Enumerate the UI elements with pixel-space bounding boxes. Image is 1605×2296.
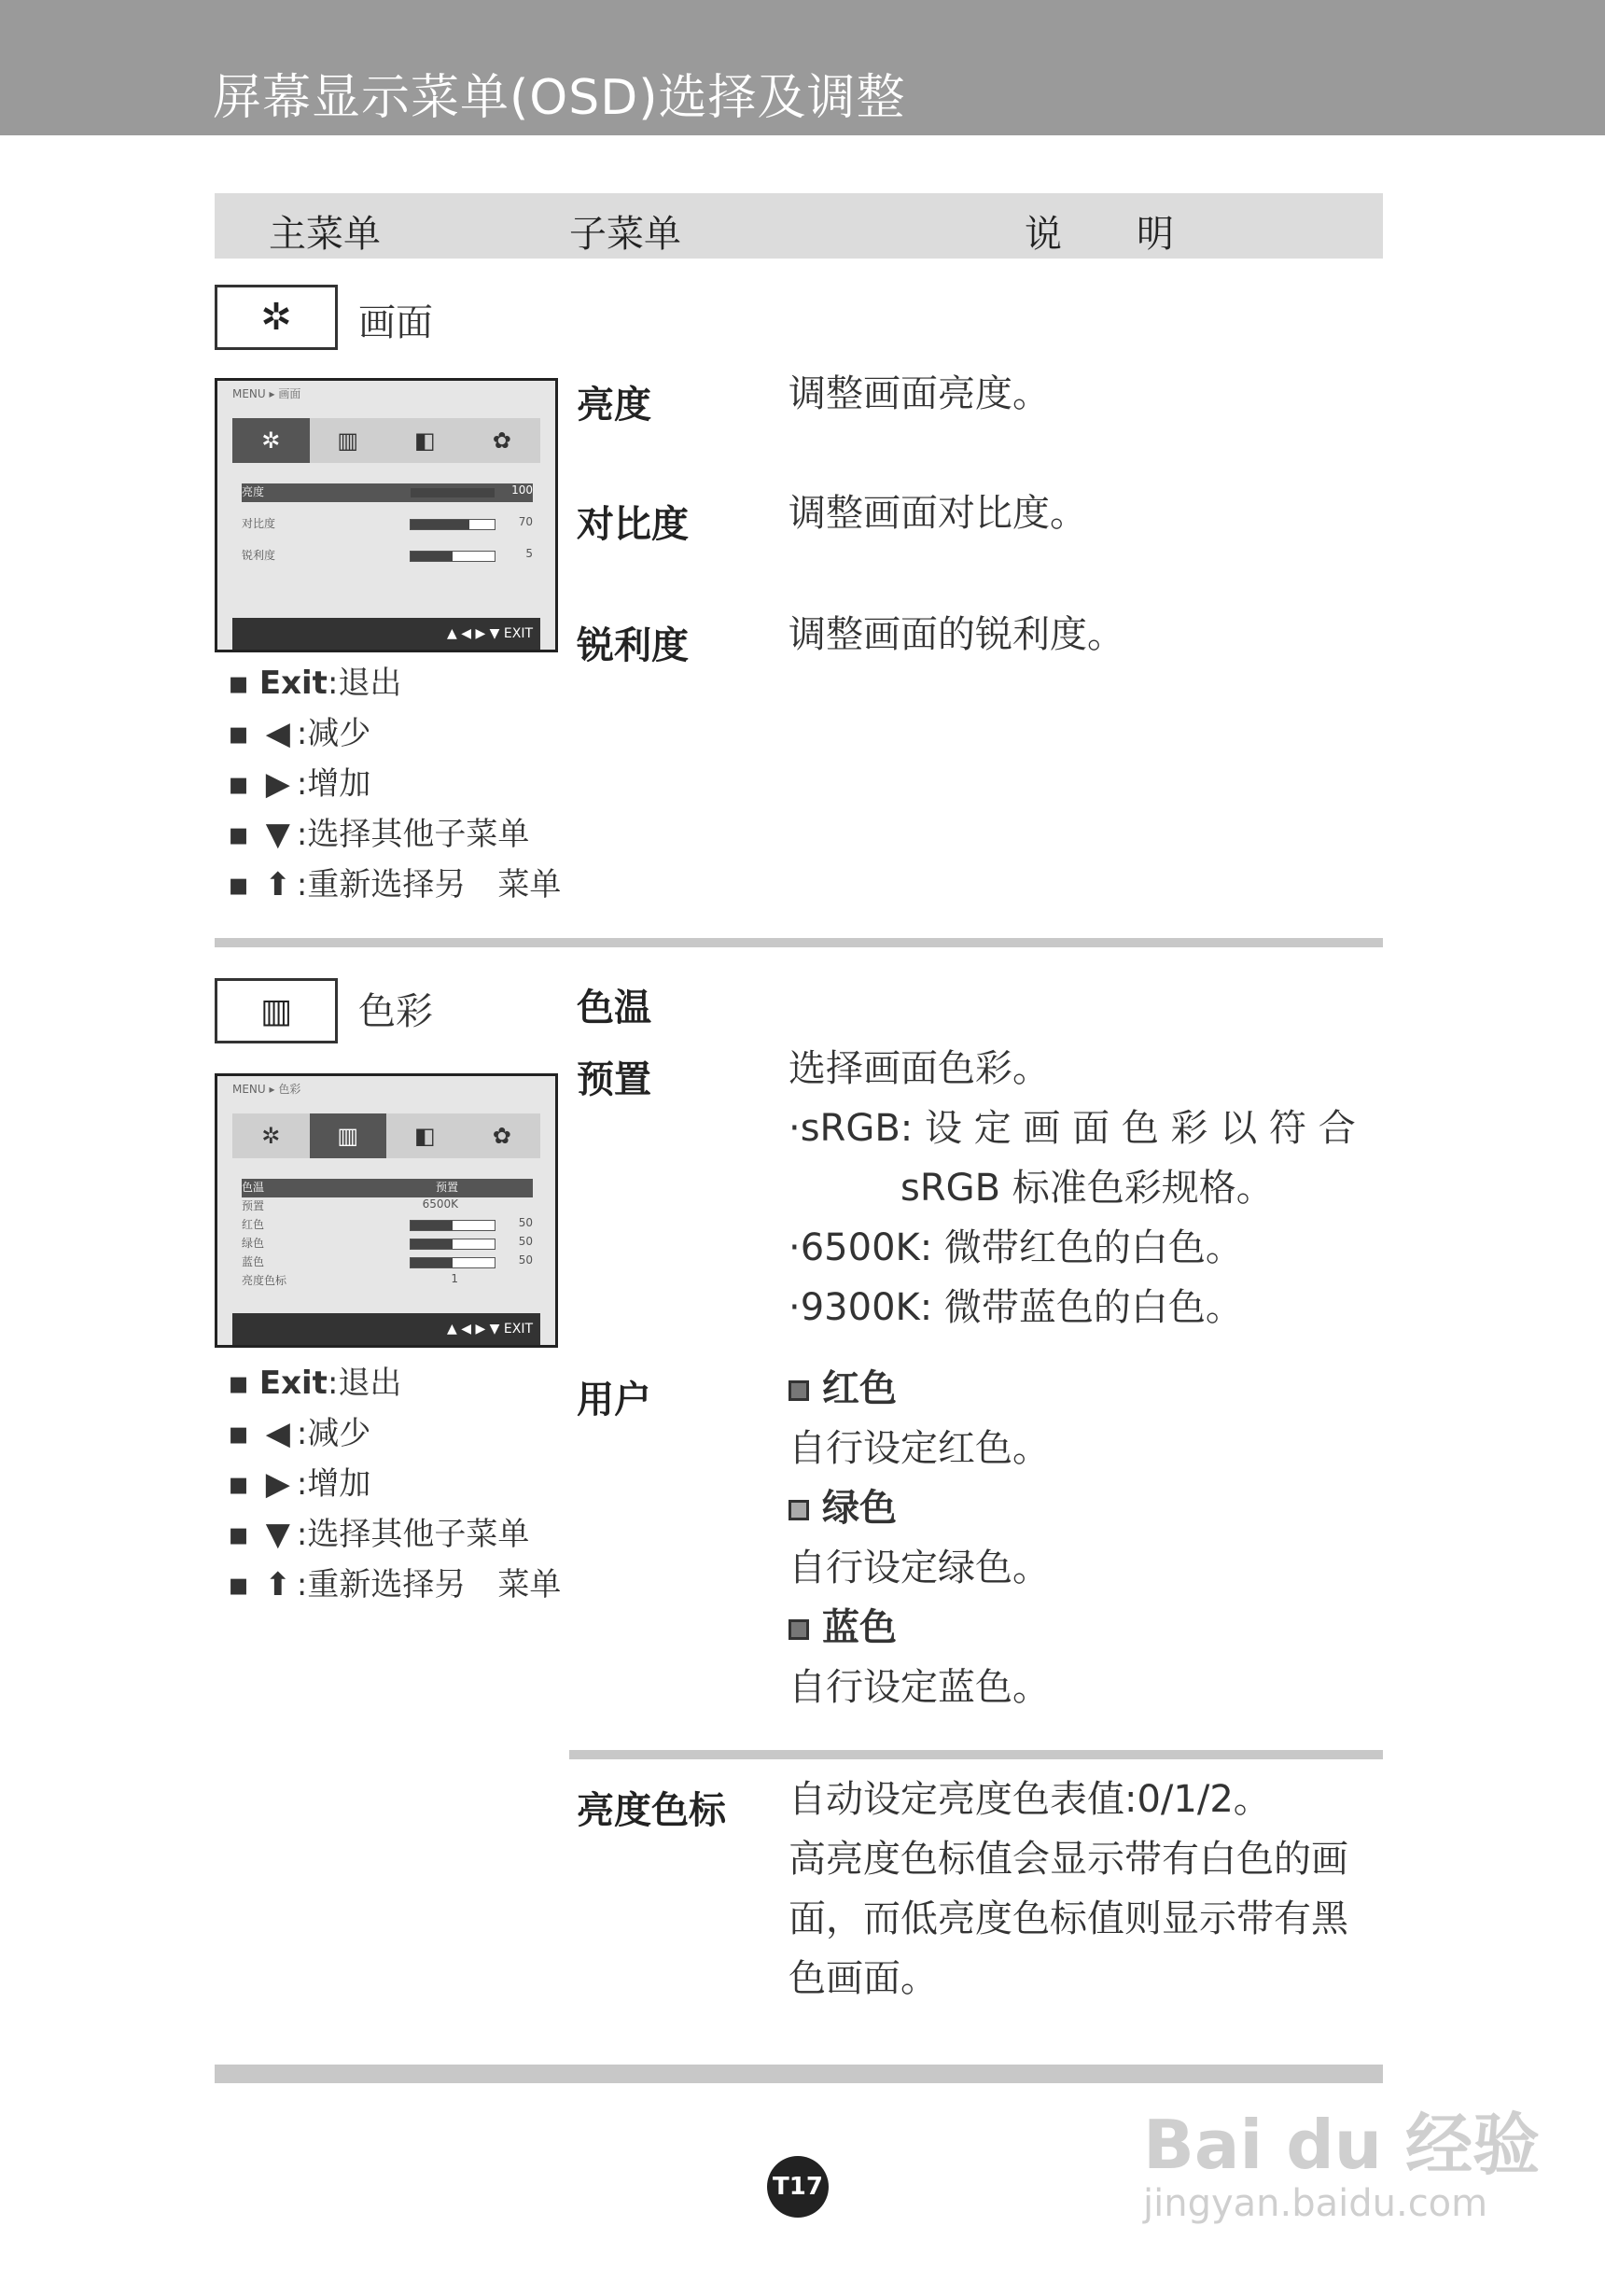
subsection-divider [569, 1750, 1383, 1759]
osd-slider [410, 519, 495, 530]
desc-brightness: 调整画面亮度。 [789, 372, 1050, 415]
sub-item-color-temp: 色温 [577, 987, 651, 1029]
osd-breadcrumb: MENU ▸ 色彩 [232, 1083, 301, 1096]
desc-contrast: 调整画面对比度。 [789, 492, 1087, 535]
osd-tab-gear-icon: ✿ [492, 1123, 511, 1149]
left-arrow-icon: ◀ [265, 715, 290, 752]
sun-icon: ✲ [260, 296, 292, 339]
up-return-icon: ⬆ [264, 1566, 292, 1603]
sub-item-user: 用户 [577, 1379, 651, 1421]
legend-picture [228, 658, 561, 910]
osd-slider [410, 487, 495, 498]
down-arrow-icon: ▼ [265, 1516, 290, 1553]
sub-item-brightness: 亮度 [577, 384, 651, 427]
osd-tab-sun-icon: ✲ [261, 1123, 281, 1149]
bottom-divider [215, 2065, 1383, 2083]
osd-slider [410, 551, 495, 562]
column-header-bar [215, 193, 1383, 259]
right-arrow-icon: ▶ [265, 1465, 290, 1503]
right-arrow-icon: ▶ [265, 765, 290, 803]
user-blue-heading: 蓝色 [789, 1598, 1050, 1658]
legend-item: ▪ ▼ :选择其他子菜单 [228, 809, 561, 860]
legend-item: ▪ ⬆ :重新选择另 菜单 [228, 1560, 561, 1610]
sub-item-contrast: 对比度 [577, 503, 689, 546]
osd-row: 绿色 50 [242, 1235, 533, 1250]
osd-tabs [232, 418, 540, 463]
osd-tab-position-icon: ◧ [413, 427, 436, 454]
column-description: 说 明 [1025, 213, 1174, 256]
osd-row: 对比度 70 [242, 515, 533, 530]
osd-tabs [232, 1113, 540, 1158]
osd-tab-color-icon: ▥ [337, 427, 359, 454]
picture-menu-box [215, 285, 338, 350]
gamma-description: 自动设定亮度色表值:0/1/2。 高亮度色标值会显示带有白色的画 面，而低亮度色标值则显示带有黑 色画面。 [789, 1778, 1348, 2000]
osd-slider [410, 1220, 495, 1231]
color-menu-box [215, 978, 338, 1043]
user-green-heading: 绿色 [789, 1478, 1050, 1538]
osd-row: 亮度 100 [242, 483, 533, 502]
legend-item: ▪ ▶ :增加 [228, 759, 561, 809]
osd-tab-position-icon: ◧ [413, 1123, 436, 1149]
osd-bottom-bar: ▲ ◀ ▶ ▼ EXIT [232, 1313, 540, 1345]
column-main-menu: 主菜单 [269, 213, 381, 256]
sub-item-preset: 预置 [577, 1058, 651, 1101]
osd-row: 亮度色标 1 [242, 1272, 458, 1287]
osd-row: 预置 6500K [242, 1197, 458, 1212]
color-menu-label: 色彩 [358, 990, 433, 1033]
user-red-heading: 红色 [789, 1359, 1050, 1419]
osd-breadcrumb: MENU ▸ 画面 [232, 387, 301, 400]
osd-tab-sun-icon: ✲ [232, 418, 310, 463]
osd-row: 锐利度 5 [242, 547, 533, 562]
baidu-watermark-url: jingyan.baidu.com [1143, 2182, 1488, 2225]
blue-swatch-icon [789, 1619, 809, 1640]
page-title: 屏幕显示菜单(OSD)选择及调整 [213, 70, 906, 126]
column-sub-menu: 子菜单 [569, 213, 681, 256]
section-divider [215, 938, 1383, 947]
baidu-watermark-logo: Bai du 经验 [1143, 2106, 1541, 2184]
legend-item: ▪ ⬆ :重新选择另 菜单 [228, 860, 561, 910]
up-return-icon: ⬆ [264, 866, 292, 903]
sub-item-gamma: 亮度色标 [577, 1789, 726, 1832]
down-arrow-icon: ▼ [265, 816, 290, 853]
legend-color [228, 1358, 561, 1610]
user-description: 红色 自行设定红色。 绿色 自行设定绿色。 蓝色 自行设定蓝色。 [789, 1359, 1050, 1717]
osd-slider [410, 1239, 495, 1250]
osd-screenshot-color [215, 1073, 558, 1348]
osd-bottom-bar: ▲ ◀ ▶ ▼ EXIT [232, 618, 540, 650]
osd-row: 色温 预置 [242, 1179, 533, 1197]
osd-tab-color-icon: ▥ [310, 1113, 387, 1158]
legend-item: ▪ ▼ :选择其他子菜单 [228, 1509, 561, 1560]
color-bars-icon: ▥ [259, 991, 292, 1030]
osd-row: 蓝色 50 [242, 1253, 533, 1268]
sub-item-sharpness: 锐利度 [577, 624, 689, 667]
osd-tab-gear-icon: ✿ [492, 427, 511, 454]
osd-screenshot-picture [215, 378, 558, 652]
desc-sharpness: 调整画面的锐利度。 [789, 613, 1124, 656]
legend-item: ▪ ◀ :减少 [228, 1408, 561, 1459]
legend-item: ▪ Exit:退出 [228, 665, 402, 702]
osd-slider [410, 1257, 495, 1268]
legend-item: ▪ Exit:退出 [228, 1365, 402, 1402]
legend-item: ▪ ▶ :增加 [228, 1459, 561, 1509]
osd-row: 红色 50 [242, 1216, 533, 1231]
picture-menu-label: 画面 [358, 301, 433, 344]
legend-item: ▪ ◀ :减少 [228, 708, 561, 759]
left-arrow-icon: ◀ [265, 1415, 290, 1452]
green-swatch-icon [789, 1500, 809, 1520]
page-number-badge: T17 [767, 2156, 829, 2218]
preset-description: 选择画面色彩。 ·sRGB: 设 定 画 面 色 彩 以 符 合 sRGB 标准色彩规格。 ·6500K: 微带红色的白色。 ·9300K: 微带蓝色的白色。 [789, 1047, 1356, 1329]
red-swatch-icon [789, 1380, 809, 1401]
